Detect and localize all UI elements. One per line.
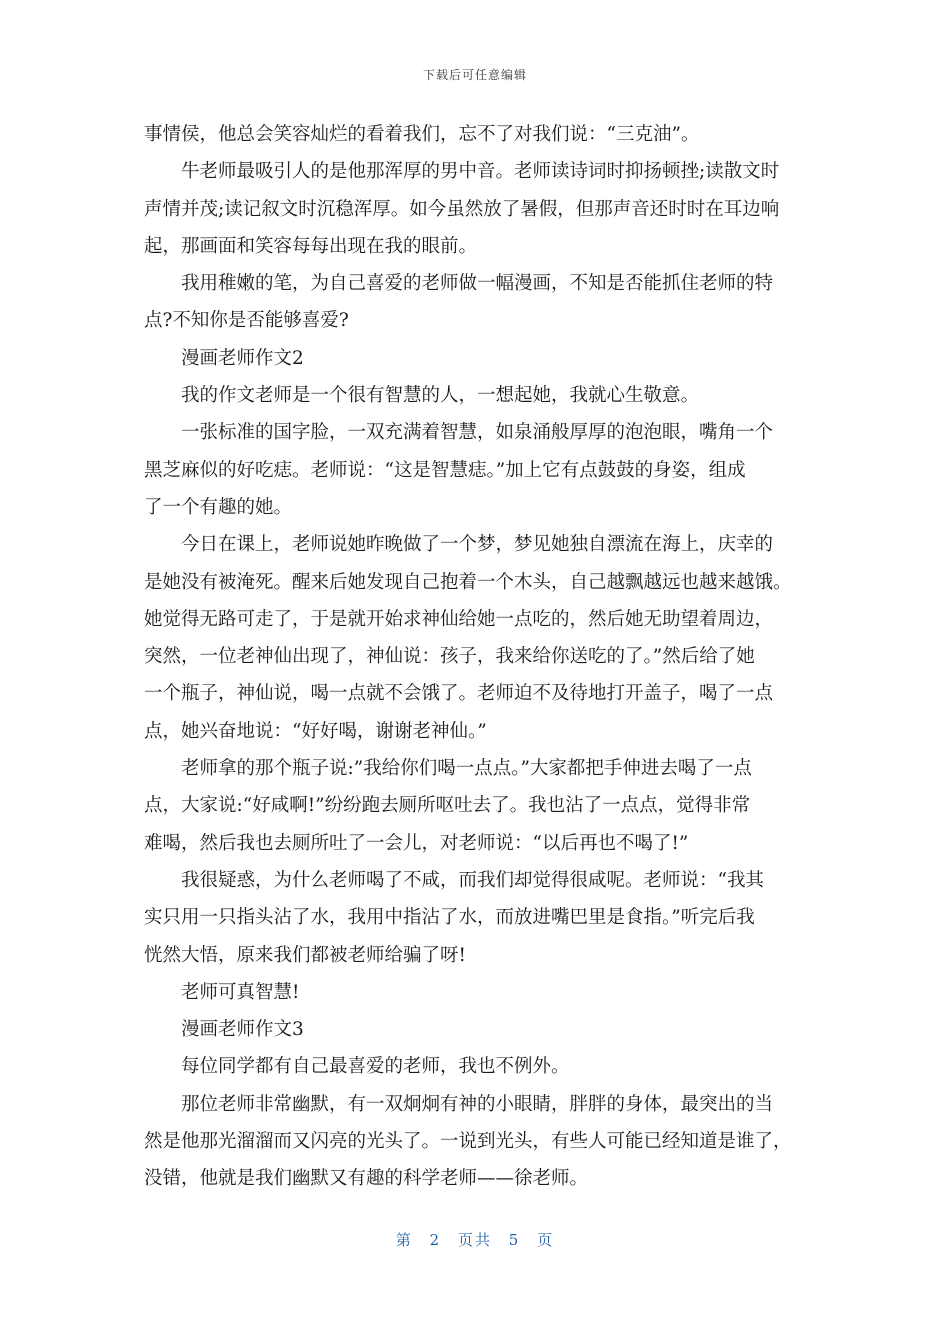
text-line: 我用稚嫩的笔，为自己喜爱的老师做一幅漫画，不知是否能抓住老师的特	[181, 273, 774, 295]
text-line: 难喝，然后我也去厕所吐了一会儿，对老师说：“以后再也不喝了!”	[144, 832, 689, 854]
text-line: 点，大家说:“好咸啊!”纷纷跑去厕所呕吐去了。我也沾了一点点，觉得非常	[144, 795, 751, 817]
text-line: 每位同学都有自己最喜爱的老师，我也不例外。	[181, 1056, 570, 1078]
text-line: 那位老师非常幽默，有一双炯炯有神的小眼睛，胖胖的身体，最突出的当	[181, 1093, 774, 1115]
text-line: 漫画老师作文3	[181, 1019, 304, 1041]
text-line: 声情并茂;读记叙文时沉稳浑厚。如今虽然放了暑假，但那声音还时时在耳边响	[144, 198, 780, 220]
text-line: 黑芝麻似的好吃痣。老师说：“这是智慧痣。”加上它有点鼓鼓的身姿，组成	[144, 459, 746, 481]
text-line: 了一个有趣的她。	[144, 496, 293, 518]
text-line: 我的作文老师是一个很有智慧的人，一想起她，我就心生敬意。	[181, 385, 700, 407]
text-line: 今日在课上，老师说她昨晚做了一个梦，梦见她独自漂流在海上，庆幸的	[181, 534, 774, 556]
text-line: 老师可真智慧!	[181, 981, 300, 1003]
text-line: 是她没有被淹死。醒来后她发现自己抱着一个木头，自己越飘越远也越来越饿。	[144, 571, 792, 593]
page-footer: 第 2 页共 5 页	[395, 1231, 555, 1249]
text-line: 点?不知你是否能够喜爱?	[144, 310, 349, 332]
text-line: 然是他那光溜溜而又闪亮的光头了。一说到光头，有些人可能已经知道是谁了，	[144, 1131, 792, 1153]
text-line: 实只用一只指头沾了水，我用中指沾了水，而放进嘴巴里是食指。”听完后我	[144, 907, 755, 929]
text-line: 老师拿的那个瓶子说:”我给你们喝一点点。”大家都把手伸进去喝了一点	[181, 758, 752, 780]
text-line: 事情侯，他总会笑容灿烂的看着我们，忘不了对我们说：“三克油”。	[144, 124, 700, 145]
text-line: 突然，一位老神仙出现了，神仙说：孩子，我来给你送吃的了。”然后给了她	[144, 646, 755, 668]
page-header: 下载后可任意编辑	[422, 68, 527, 82]
text-line: 一张标准的国字脸，一双充满着智慧，如泉涌般厚厚的泡泡眼，嘴角一个	[181, 422, 774, 444]
text-line: 一个瓶子，神仙说，喝一点就不会饿了。老师迫不及待地打开盖子，喝了一点	[144, 683, 774, 705]
text-line: 没错，他就是我们幽默又有趣的科学老师——徐老师。	[144, 1168, 589, 1190]
text-line: 牛老师最吸引人的是他那浑厚的男中音。老师读诗词时抑扬顿挫;读散文时	[181, 161, 780, 183]
text-line: 漫画老师作文2	[181, 347, 304, 369]
text-line: 恍然大悟，原来我们都被老师给骗了呀!	[144, 944, 466, 966]
text-line: 我很疑惑，为什么老师喝了不咸，而我们却觉得很咸呢。老师说：“我其	[181, 869, 764, 891]
document-body	[144, 116, 812, 1198]
text-line: 她觉得无路可走了，于是就开始求神仙给她一点吃的，然后她无助望着周边，	[144, 608, 774, 630]
text-line: 点，她兴奋地说：“好好喝，谢谢老神仙。”	[144, 720, 487, 742]
text-line: 起，那画面和笑容每每出现在我的眼前。	[144, 235, 478, 257]
